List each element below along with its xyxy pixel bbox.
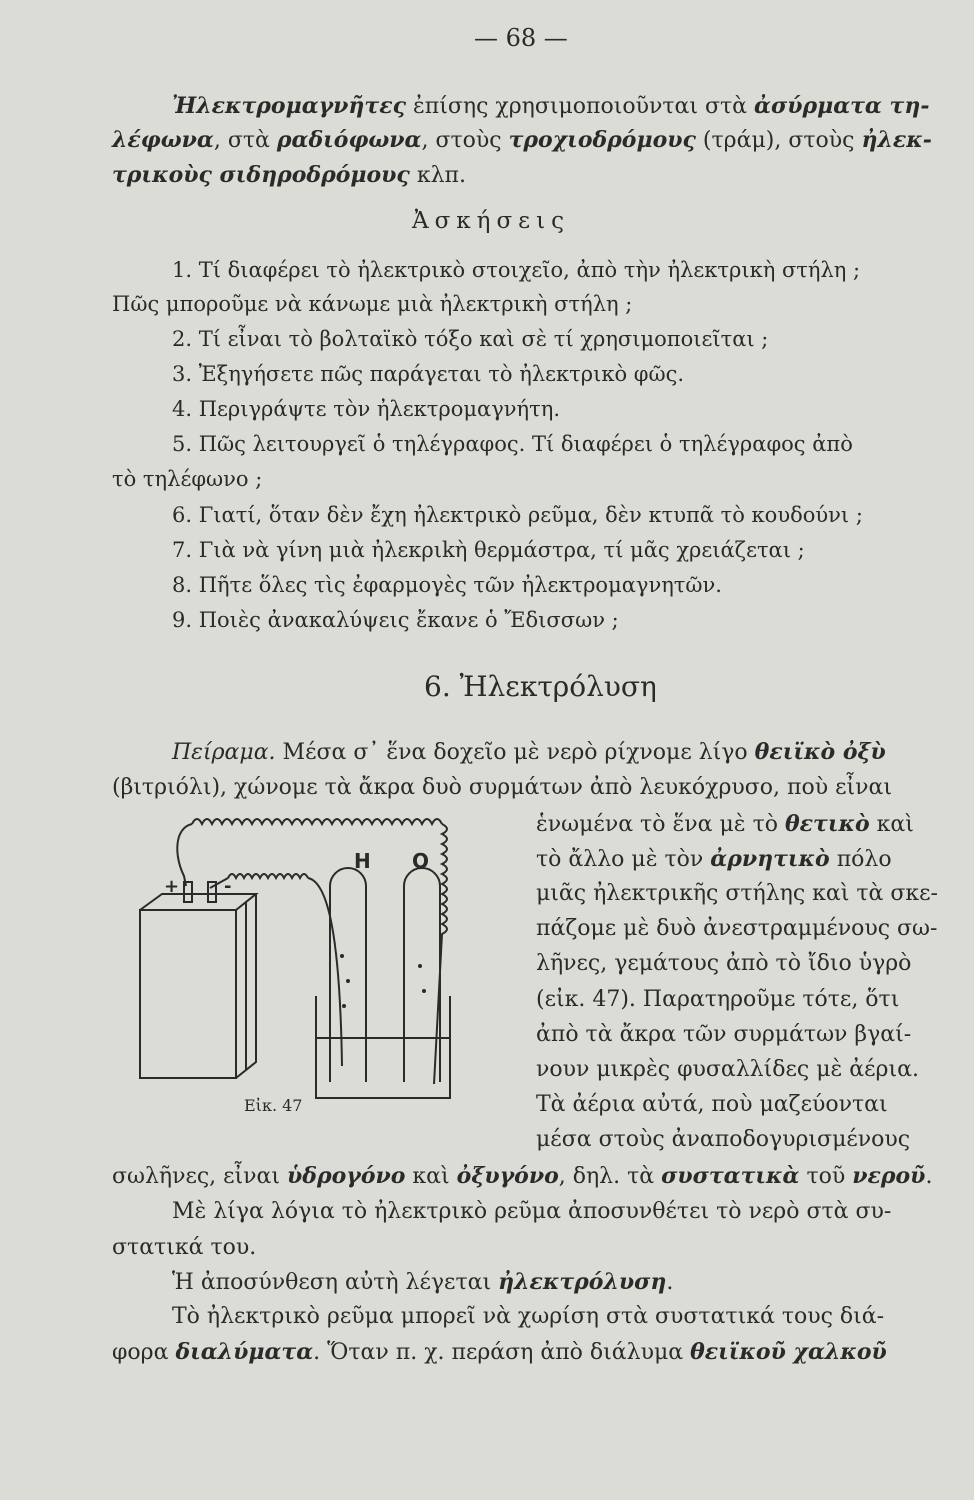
experiment-right-line: πάζομε μὲ δυὸ ἀνεστραμμένους σω- [536, 916, 938, 941]
term-sulfuric-acid: θειϊκὸ ὀξὺ [754, 739, 886, 765]
term-oxygen: ὀξυγόνο [456, 1163, 559, 1189]
experiment-right-line: ἀπὸ τὰ ἄκρα τῶν συρμάτων βγαί- [536, 1022, 912, 1047]
intro-line-1: Ἠλεκτρομαγνῆτες ἐπίσης χρησιμοποιοῦνται στὰ ἀσύρματα τη- [172, 93, 930, 119]
term-radios: ραδιόφωνα [276, 127, 422, 153]
minus-sign: - [224, 876, 232, 897]
battery [140, 910, 236, 1078]
exercise-line: 2. Τί εἶναι τὸ βολταϊκὸ τόξο καὶ σὲ τί χρησιμοποιεῖται ; [172, 327, 769, 351]
intro-line-3: τρικοὺς σιδηροδρόμους κλπ. [112, 162, 466, 188]
experiment-right-line: μέσα στοὺς ἀναποδογυρισμένους [536, 1127, 911, 1152]
term-components: συστατικὰ [661, 1163, 800, 1189]
electrolysis-figure [128, 816, 498, 1106]
exercises-heading: Ἀσκήσεις [412, 208, 570, 234]
exercise-line: 8. Πῆτε ὅλες τὶς ἐφαρμογὲς τῶν ἠλεκτρομαγνητῶν. [172, 573, 722, 597]
experiment-right-line: λῆνες, γεμάτους ἀπὸ τὸ ἴδιο ὑγρὸ [536, 951, 912, 976]
exercise-line: 4. Περιγράψτε τὸν ἠλεκτρομαγνήτη. [172, 397, 561, 421]
exercise-line: 1. Τί διαφέρει τὸ ἠλεκτρικὸ στοιχεῖο, ἀπὸ τὴν ἠλεκτρικὴ στήλη ; [172, 258, 861, 282]
experiment-right-line: μιᾶς ἠλεκτρικῆς στήλης καὶ τὰ σκε- [536, 881, 938, 906]
experiment-line-7: Τὸ ἠλεκτρικὸ ρεῦμα μπορεῖ νὰ χωρίση στὰ συστατικά τους διά- [172, 1304, 885, 1329]
exercise-line: Πῶς μποροῦμε νὰ κάνωμε μιὰ ἠλεκτρικὴ στήλη ; [112, 292, 633, 316]
plus-sign: + [164, 876, 180, 897]
exercise-line: 7. Γιὰ νὰ γίνη μιὰ ἠλεκριkὴ θερμάστρα, τί μᾶς χρειάζεται ; [172, 538, 805, 562]
experiment-right-line: τὸ ἄλλο μὲ τὸν ἀρνητικὸ πόλο [536, 846, 892, 872]
experiment-line-5: στατικά του. [112, 1235, 257, 1260]
term-solutions: διαλύματα [175, 1339, 314, 1365]
term-electrolysis: ἠλεκτρόλυση [498, 1269, 667, 1295]
section-title: 6. Ἠλεκτρόλυση [424, 670, 657, 703]
term-wireless: ἀσύρματα τη- [754, 93, 930, 119]
intro-line-2: λέφωνα, στὰ ραδιόφωνα, στοὺς τροχιοδρόμους (τράμ), στοὺς ἠλεκ- [112, 127, 932, 153]
hydrogen-label: H [354, 849, 371, 873]
experiment-line-6: Ἡ ἀποσύνθεση αὐτὴ λέγεται ἠλεκτρόλυση. [172, 1269, 674, 1295]
exercise-line: 6. Γιατί, ὅταν δὲν ἔχη ἠλεκτρικὸ ρεῦμα, δὲν κτυπᾶ τὸ κουδούνι ; [172, 503, 863, 527]
exercise-line: 3. Ἐξηγήσετε πῶς παράγεται τὸ ἠλεκτρικὸ φῶς. [172, 362, 685, 386]
experiment-right-line: νουν μικρὲς φυσαλλίδες μὲ ἀέρια. [536, 1057, 919, 1082]
exercise-line: τὸ τηλέφωνο ; [112, 467, 263, 491]
experiment-label: Πείραμα. [172, 740, 276, 765]
water-vessel [316, 996, 450, 1098]
term-electromagnets: Ἠλεκτρομαγνῆτες [172, 93, 406, 119]
term-copper-sulfate: θειϊκοῦ χαλκοῦ [690, 1339, 887, 1365]
experiment-right-line: (εἰκ. 47). Παρατηροῦμε τότε, ὅτι [536, 987, 900, 1012]
term-negative: ἀρνητικὸ [710, 846, 830, 872]
oxygen-label: O [412, 849, 430, 873]
hydrogen-tube [330, 868, 366, 1082]
experiment-line-4: Μὲ λίγα λόγια τὸ ἠλεκτρικὸ ρεῦμα ἀποσυνθέτει τὸ νερὸ στὰ συ- [172, 1199, 892, 1224]
experiment-line-3: σωλῆνες, εἶναι ὑδρογόνο καὶ ὀξυγόνο, δηλ. τὰ συστατικὰ τοῦ νεροῦ. [112, 1163, 933, 1189]
top-coil-wire [192, 819, 442, 824]
exercise-line: 5. Πῶς λειτουργεῖ ὁ τηλέγραφος. Τί διαφέρει ὁ τηλέγραφος ἀπὸ [172, 432, 853, 456]
term-positive: θετικὸ [784, 811, 870, 837]
figure-caption: Εἰκ. 47 [244, 1096, 303, 1115]
term-water: νεροῦ [852, 1163, 926, 1189]
term-railways: τρικοὺς σιδηροδρόμους [112, 162, 410, 188]
experiment-right-line: ἑνωμένα τὸ ἕνα μὲ τὸ θετικὸ καὶ [536, 811, 914, 837]
term-trams: τροχιοδρόμους [508, 127, 696, 153]
page-number: — 68 — [474, 24, 568, 52]
experiment-right-line: Τὰ ἀέρια αὐτά, ποὺ μαζεύονται [536, 1092, 888, 1117]
experiment-line-1: Πείραμα. Μέσα σ᾿ ἕνα δοχεῖο μὲ νερὸ ρίχνομε λίγο θειϊκὸ ὀξὺ [172, 739, 886, 765]
term-hydrogen: ὑδρογόνο [287, 1163, 406, 1189]
exercise-line: 9. Ποιὲς ἀνακαλύψεις ἔκανε ὁ Ἔδισσων ; [172, 608, 619, 632]
experiment-line-2: (βιτριόλι), χώνομε τὰ ἄκρα δυὸ συρμάτων ἀπὸ λευκόχρυσο, ποὺ εἶναι [112, 775, 892, 800]
oxygen-tube [404, 868, 440, 1082]
experiment-line-8: φορα διαλύματα. Ὅταν π. χ. περάση ἀπὸ διάλυμα θειϊκοῦ χαλκοῦ [112, 1339, 887, 1365]
